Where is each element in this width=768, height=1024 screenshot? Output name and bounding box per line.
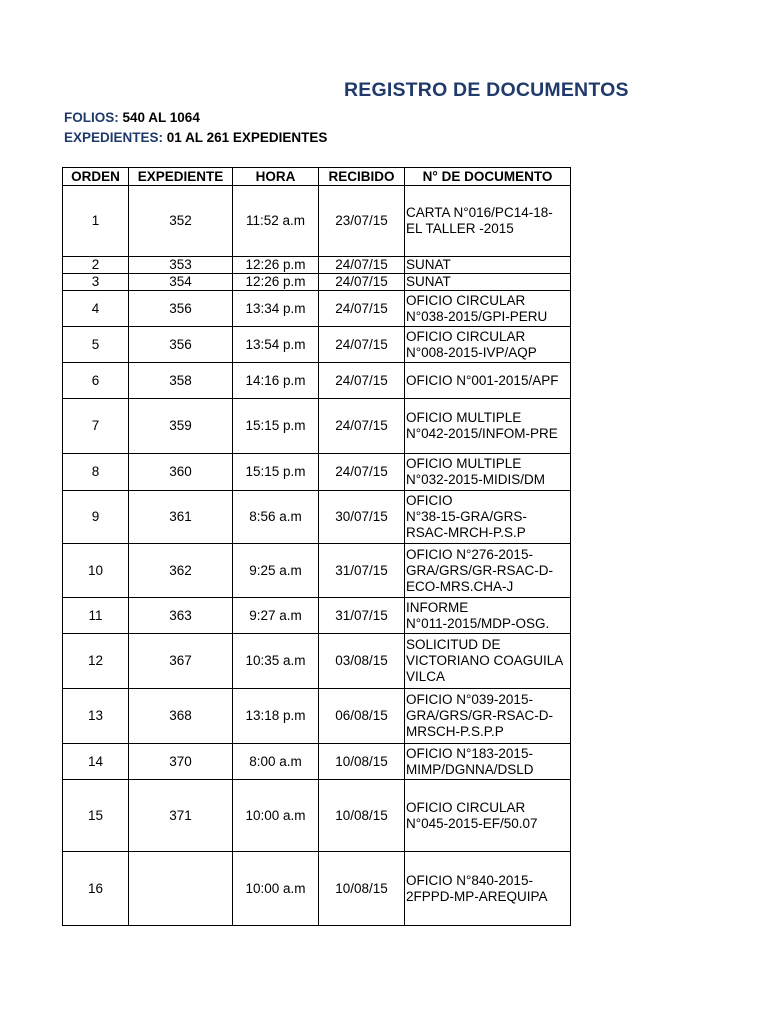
cell-orden: 14 (63, 744, 129, 780)
cell-documento: OFICIO N°183-2015- MIMP/DGNNA/DSLD (405, 744, 571, 780)
cell-orden: 8 (63, 454, 129, 491)
cell-orden: 11 (63, 598, 129, 634)
table-row (63, 399, 571, 454)
cell-orden: 16 (63, 852, 129, 926)
document-title: REGISTRO DE DOCUMENTOS (344, 79, 629, 101)
cell-recibido: 10/08/15 (319, 852, 405, 926)
cell-documento: OFICIO N°38-15-GRA/GRS- RSAC-MRCH-P.S.P (405, 491, 571, 544)
cell-hora: 8:56 a.m (233, 491, 319, 544)
cell-recibido: 03/08/15 (319, 634, 405, 689)
cell-expediente (129, 852, 233, 926)
cell-hora: 10:35 a.m (233, 634, 319, 689)
cell-documento: SUNAT (405, 257, 571, 274)
expedientes-value: 01 AL 261 EXPEDIENTES (166, 130, 328, 145)
cell-recibido: 24/07/15 (319, 363, 405, 399)
table-row (63, 852, 571, 926)
cell-hora: 10:00 a.m (233, 852, 319, 926)
cell-recibido: 31/07/15 (319, 598, 405, 634)
table-row (63, 780, 571, 852)
cell-documento: OFICIO MULTIPLE N°042-2015/INFOM-PRE (405, 399, 571, 454)
table-row (63, 274, 571, 291)
cell-orden: 12 (63, 634, 129, 689)
cell-orden: 3 (63, 274, 129, 291)
cell-documento: OFICIO CIRCULAR N°045-2015-EF/50.07 (405, 780, 571, 852)
folios-label: FOLIOS: (64, 110, 119, 125)
cell-documento: OFICIO CIRCULAR N°038-2015/GPI-PERU (405, 291, 571, 327)
cell-hora: 11:52 a.m (233, 186, 319, 257)
table-row (63, 689, 571, 744)
cell-expediente: 352 (129, 186, 233, 257)
expedientes-line (64, 130, 327, 145)
cell-orden: 13 (63, 689, 129, 744)
cell-expediente: 371 (129, 780, 233, 852)
cell-orden: 2 (63, 257, 129, 274)
cell-hora: 12:26 p.m (233, 257, 319, 274)
cell-expediente: 353 (129, 257, 233, 274)
cell-documento: OFICIO N°001-2015/APF (405, 363, 571, 399)
column-header-recibido: RECIBIDO (319, 168, 405, 186)
cell-recibido: 24/07/15 (319, 454, 405, 491)
cell-recibido: 24/07/15 (319, 274, 405, 291)
cell-documento: OFICIO CIRCULAR N°008-2015-IVP/AQP (405, 327, 571, 363)
cell-recibido: 24/07/15 (319, 327, 405, 363)
cell-hora: 13:54 p.m (233, 327, 319, 363)
cell-recibido: 10/08/15 (319, 744, 405, 780)
cell-orden: 5 (63, 327, 129, 363)
cell-hora: 12:26 p.m (233, 274, 319, 291)
cell-recibido: 24/07/15 (319, 399, 405, 454)
cell-hora: 15:15 p.m (233, 399, 319, 454)
cell-orden: 10 (63, 544, 129, 598)
cell-expediente: 367 (129, 634, 233, 689)
cell-documento: OFICIO N°276-2015- GRA/GRS/GR-RSAC-D- ECO-MRS.CHA-J (405, 544, 571, 598)
column-header-hora: HORA (233, 168, 319, 186)
cell-recibido: 10/08/15 (319, 780, 405, 852)
cell-expediente: 362 (129, 544, 233, 598)
table-row (63, 454, 571, 491)
table-row (63, 327, 571, 363)
cell-orden: 9 (63, 491, 129, 544)
cell-orden: 7 (63, 399, 129, 454)
cell-orden: 4 (63, 291, 129, 327)
cell-hora: 9:25 a.m (233, 544, 319, 598)
table-row (63, 186, 571, 257)
cell-documento: OFICIO N°840-2015- 2FPPD-MP-AREQUIPA (405, 852, 571, 926)
cell-expediente: 370 (129, 744, 233, 780)
cell-expediente: 356 (129, 327, 233, 363)
cell-expediente: 358 (129, 363, 233, 399)
table-row (63, 291, 571, 327)
table-body (63, 186, 571, 926)
cell-recibido: 24/07/15 (319, 257, 405, 274)
cell-hora: 8:00 a.m (233, 744, 319, 780)
cell-recibido: 23/07/15 (319, 186, 405, 257)
cell-recibido: 24/07/15 (319, 291, 405, 327)
cell-expediente: 360 (129, 454, 233, 491)
expedientes-label: EXPEDIENTES: (64, 130, 164, 145)
document-register-table (62, 167, 571, 926)
table-row (63, 634, 571, 689)
cell-documento: SOLICITUD DE VICTORIANO COAGUILA VILCA (405, 634, 571, 689)
cell-documento: CARTA N°016/PC14-18- EL TALLER -2015 (405, 186, 571, 257)
cell-documento: OFICIO N°039-2015- GRA/GRS/GR-RSAC-D- MRSCH-P.S.P.P (405, 689, 571, 744)
folios-value: 540 AL 1064 (122, 110, 200, 125)
table-row (63, 257, 571, 274)
cell-hora: 9:27 a.m (233, 598, 319, 634)
document-title-container (344, 79, 629, 105)
cell-documento: SUNAT (405, 274, 571, 291)
cell-hora: 13:18 p.m (233, 689, 319, 744)
cell-hora: 15:15 p.m (233, 454, 319, 491)
table-row (63, 363, 571, 399)
cell-expediente: 354 (129, 274, 233, 291)
table-row (63, 491, 571, 544)
cell-expediente: 361 (129, 491, 233, 544)
cell-expediente: 363 (129, 598, 233, 634)
table-row (63, 544, 571, 598)
column-header-documento: N° DE DOCUMENTO (405, 168, 571, 186)
column-header-expediente: EXPEDIENTE (129, 168, 233, 186)
cell-hora: 13:34 p.m (233, 291, 319, 327)
cell-recibido: 31/07/15 (319, 544, 405, 598)
cell-expediente: 359 (129, 399, 233, 454)
table-header-row (63, 168, 571, 186)
folios-line (64, 110, 200, 125)
cell-hora: 10:00 a.m (233, 780, 319, 852)
cell-orden: 6 (63, 363, 129, 399)
table-row (63, 598, 571, 634)
cell-documento: INFORME N°011-2015/MDP-OSG. (405, 598, 571, 634)
cell-documento: OFICIO MULTIPLE N°032-2015-MIDIS/DM (405, 454, 571, 491)
cell-expediente: 368 (129, 689, 233, 744)
cell-hora: 14:16 p.m (233, 363, 319, 399)
cell-recibido: 06/08/15 (319, 689, 405, 744)
cell-recibido: 30/07/15 (319, 491, 405, 544)
column-header-orden: ORDEN (63, 168, 129, 186)
cell-expediente: 356 (129, 291, 233, 327)
cell-orden: 15 (63, 780, 129, 852)
table-row (63, 744, 571, 780)
cell-orden: 1 (63, 186, 129, 257)
